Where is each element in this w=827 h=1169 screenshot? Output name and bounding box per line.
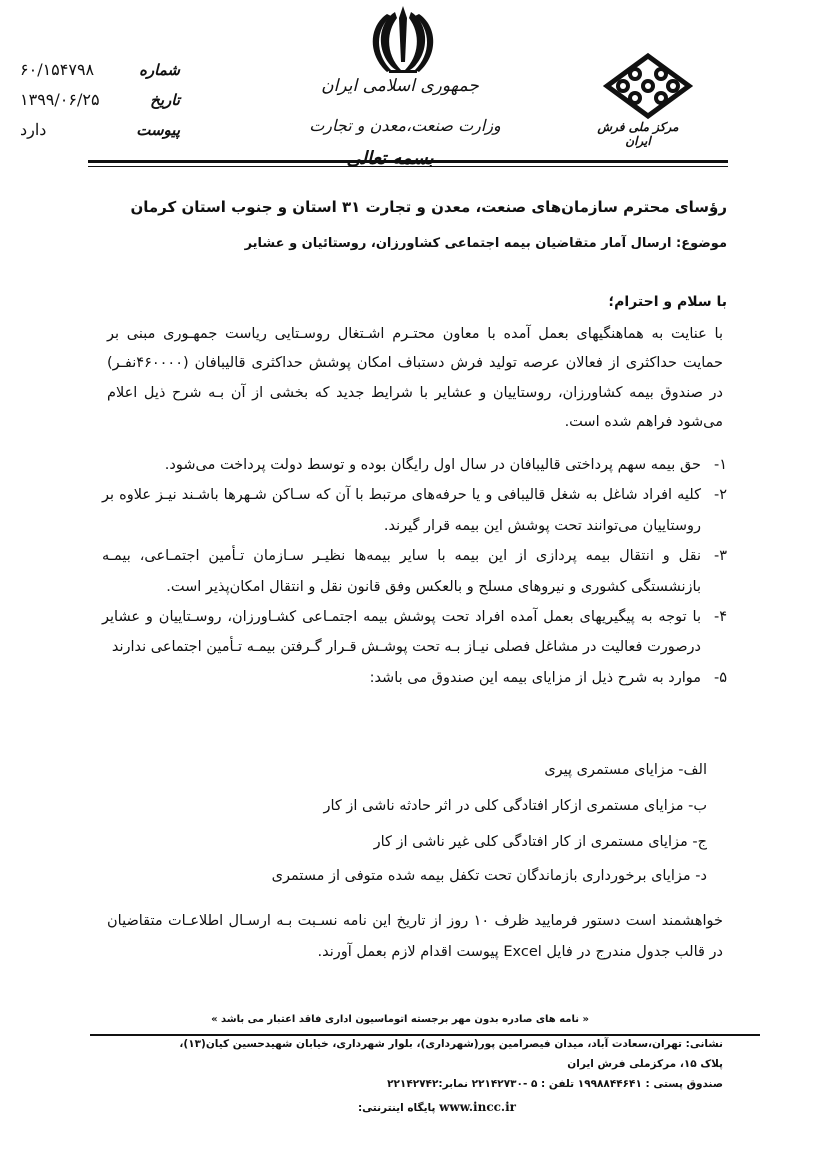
- bismillah: بسمه تعالی: [346, 148, 434, 169]
- numbered-list: [102, 450, 727, 693]
- footer-address-line-1: نشانی: تهران،سعادت آباد، میدان فیصرامین پور(شهرداری)، بلوار شهرداری، خیابان شهیدحسین کیان(۱۳)،: [179, 1038, 723, 1050]
- benefit-item: ب- مزایای مستمری ازکار افتادگی کلی در اثر حادثه ناشی از کار: [323, 798, 707, 814]
- greeting: با سلام و احترام؛: [608, 294, 727, 310]
- footer-website: [237, 1100, 637, 1114]
- number-label: شماره: [139, 61, 180, 79]
- benefit-item: ج- مزایای مستمری از کار افتادگی کلی غیر ناشی از کار: [373, 834, 707, 850]
- benefit-item: د- مزایای برخورداری بازماندگان تحت تکفل بیمه شده متوفی از مستمری: [271, 868, 707, 884]
- list-item-number: ۳-: [713, 548, 727, 565]
- closing-paragraph: خواهشمند است دستور فرمایید ظرف ۱۰ روز از تاریخ این نامه نسـبت بـه ارسـال اطلاعـات متقاضیان در قالب جدول مندرج در فایل Excel پیوست اقدام لازم بعمل آورند.: [107, 913, 723, 960]
- header-divider-thin: [88, 166, 728, 167]
- intro-paragraph: با عنایت به هماهنگیهای بعمل آمده با معاون محتـرم اشـتغال روسـتایی ریاست جمهـوری مبنی بر حمایت حداکثری از فعالان عرصه تولید فرش دستباف امکان پوشش حداکثری قالیبافان (۴۶۰۰۰۰نفـر) در صندوق بیمه کشاورزان، روستاییان و عشایر با شرایط جدید که بخشی از آن بـه شرح ذیل اعلام می‌شود فراهم شده است.: [107, 326, 723, 431]
- date-value: ۱۳۹۹/۰۶/۲۵: [20, 90, 100, 109]
- subject-line: موضوع: ارسال آمار متقاضیان بیمه اجتماعی کشاورزان، روستائیان و عشایر: [244, 236, 727, 251]
- logo-caption: مرکز ملی فرش ایران: [597, 120, 679, 148]
- number-value: ۶۰/۱۵۴۷۹۸: [20, 60, 95, 79]
- website-link[interactable]: www.incc.ir: [439, 1100, 516, 1114]
- list-item-text: حق بیمه سهم پرداختی قالیبافان در سال اول رایگان بوده و توسط دولت پرداخت می‌شود.: [164, 457, 701, 473]
- footer-contact: صندوق پستی : ۱۹۹۸۸۴۴۶۴۱ تلفن : ۵ -۲۲۱۴۲۷۳۰ نمابر:۲۲۱۴۲۷۴۲: [387, 1078, 723, 1090]
- list-item: [102, 663, 727, 693]
- addressee: رؤسای محترم سازمان‌های صنعت، معدن و تجارت ۳۱ استان و جنوب استان کرمان: [130, 198, 727, 216]
- meta-date-row: [20, 90, 180, 120]
- attachment-value: دارد: [20, 120, 47, 139]
- list-item-number: ۵-: [713, 669, 727, 686]
- list-item: [102, 541, 727, 602]
- benefit-item: الف- مزایای مستمری پیری: [544, 762, 707, 778]
- attachment-label: پیوست: [136, 121, 180, 139]
- list-item: [102, 480, 727, 541]
- list-item-number: ۱-: [713, 457, 727, 473]
- list-item: [102, 602, 727, 663]
- list-item-text: موارد به شرح ذیل از مزایای بیمه این صندوق می باشد:: [369, 669, 701, 686]
- validity-notice: « نامه های صادره بدون مهر برجسته اتوماسیون اداری فاقد اعتبار می باشد »: [211, 1014, 589, 1025]
- letter-meta: [20, 60, 180, 150]
- footer-address-line-2: پلاک ۱۵، مرکزملی فرش ایران: [567, 1058, 723, 1070]
- list-item-number: ۲-: [713, 487, 727, 504]
- date-label: تاریخ: [150, 91, 180, 109]
- list-item-number: ۴-: [713, 609, 727, 626]
- header-divider: [88, 160, 728, 163]
- list-item-text: نقل و انتقال بیمه پردازی از این بیمه با سایر بیمه‌ها نظیـر سـازمان تـأمین اجتمـاعی، بیمـه بازنشستگی کشوری و نیروهای مسلح و بالعکس وفق قانون نقل و انتقال امکان‌پذیر است.: [102, 548, 701, 595]
- footer-divider: [90, 1034, 760, 1036]
- website-label: پایگاه اینترنتی:: [357, 1102, 436, 1114]
- list-item: [102, 450, 727, 480]
- meta-number-row: [20, 60, 180, 90]
- republic-title: جمهوری اسلامی ایران: [321, 76, 479, 96]
- list-item-text: با توجه به پیگیریهای بعمل آمده افراد تحت پوشش بیمه اجتمـاعی کشـاورزان، روسـتاییان و عشایر درصورت فعالیت در مشاغل فصلی نیـاز بـه تحت پوشـش قـرار گـرفتن بیمـه تـأمین اجتماعی ندارند: [102, 609, 701, 656]
- meta-attachment-row: [20, 120, 180, 150]
- list-item-text: کلیه افراد شاغل به شغل قالیبافی و یا حرفه‌های مرتبط با آن که سـاکن شـهرها باشـند نیـز علاوه بر روستاییان می‌توانند تحت پوشش این بیمه قرار گیرند.: [102, 487, 701, 534]
- ministry-title: وزارت صنعت،معدن و تجارت: [309, 116, 501, 135]
- national-emblem-icon: [365, 4, 441, 78]
